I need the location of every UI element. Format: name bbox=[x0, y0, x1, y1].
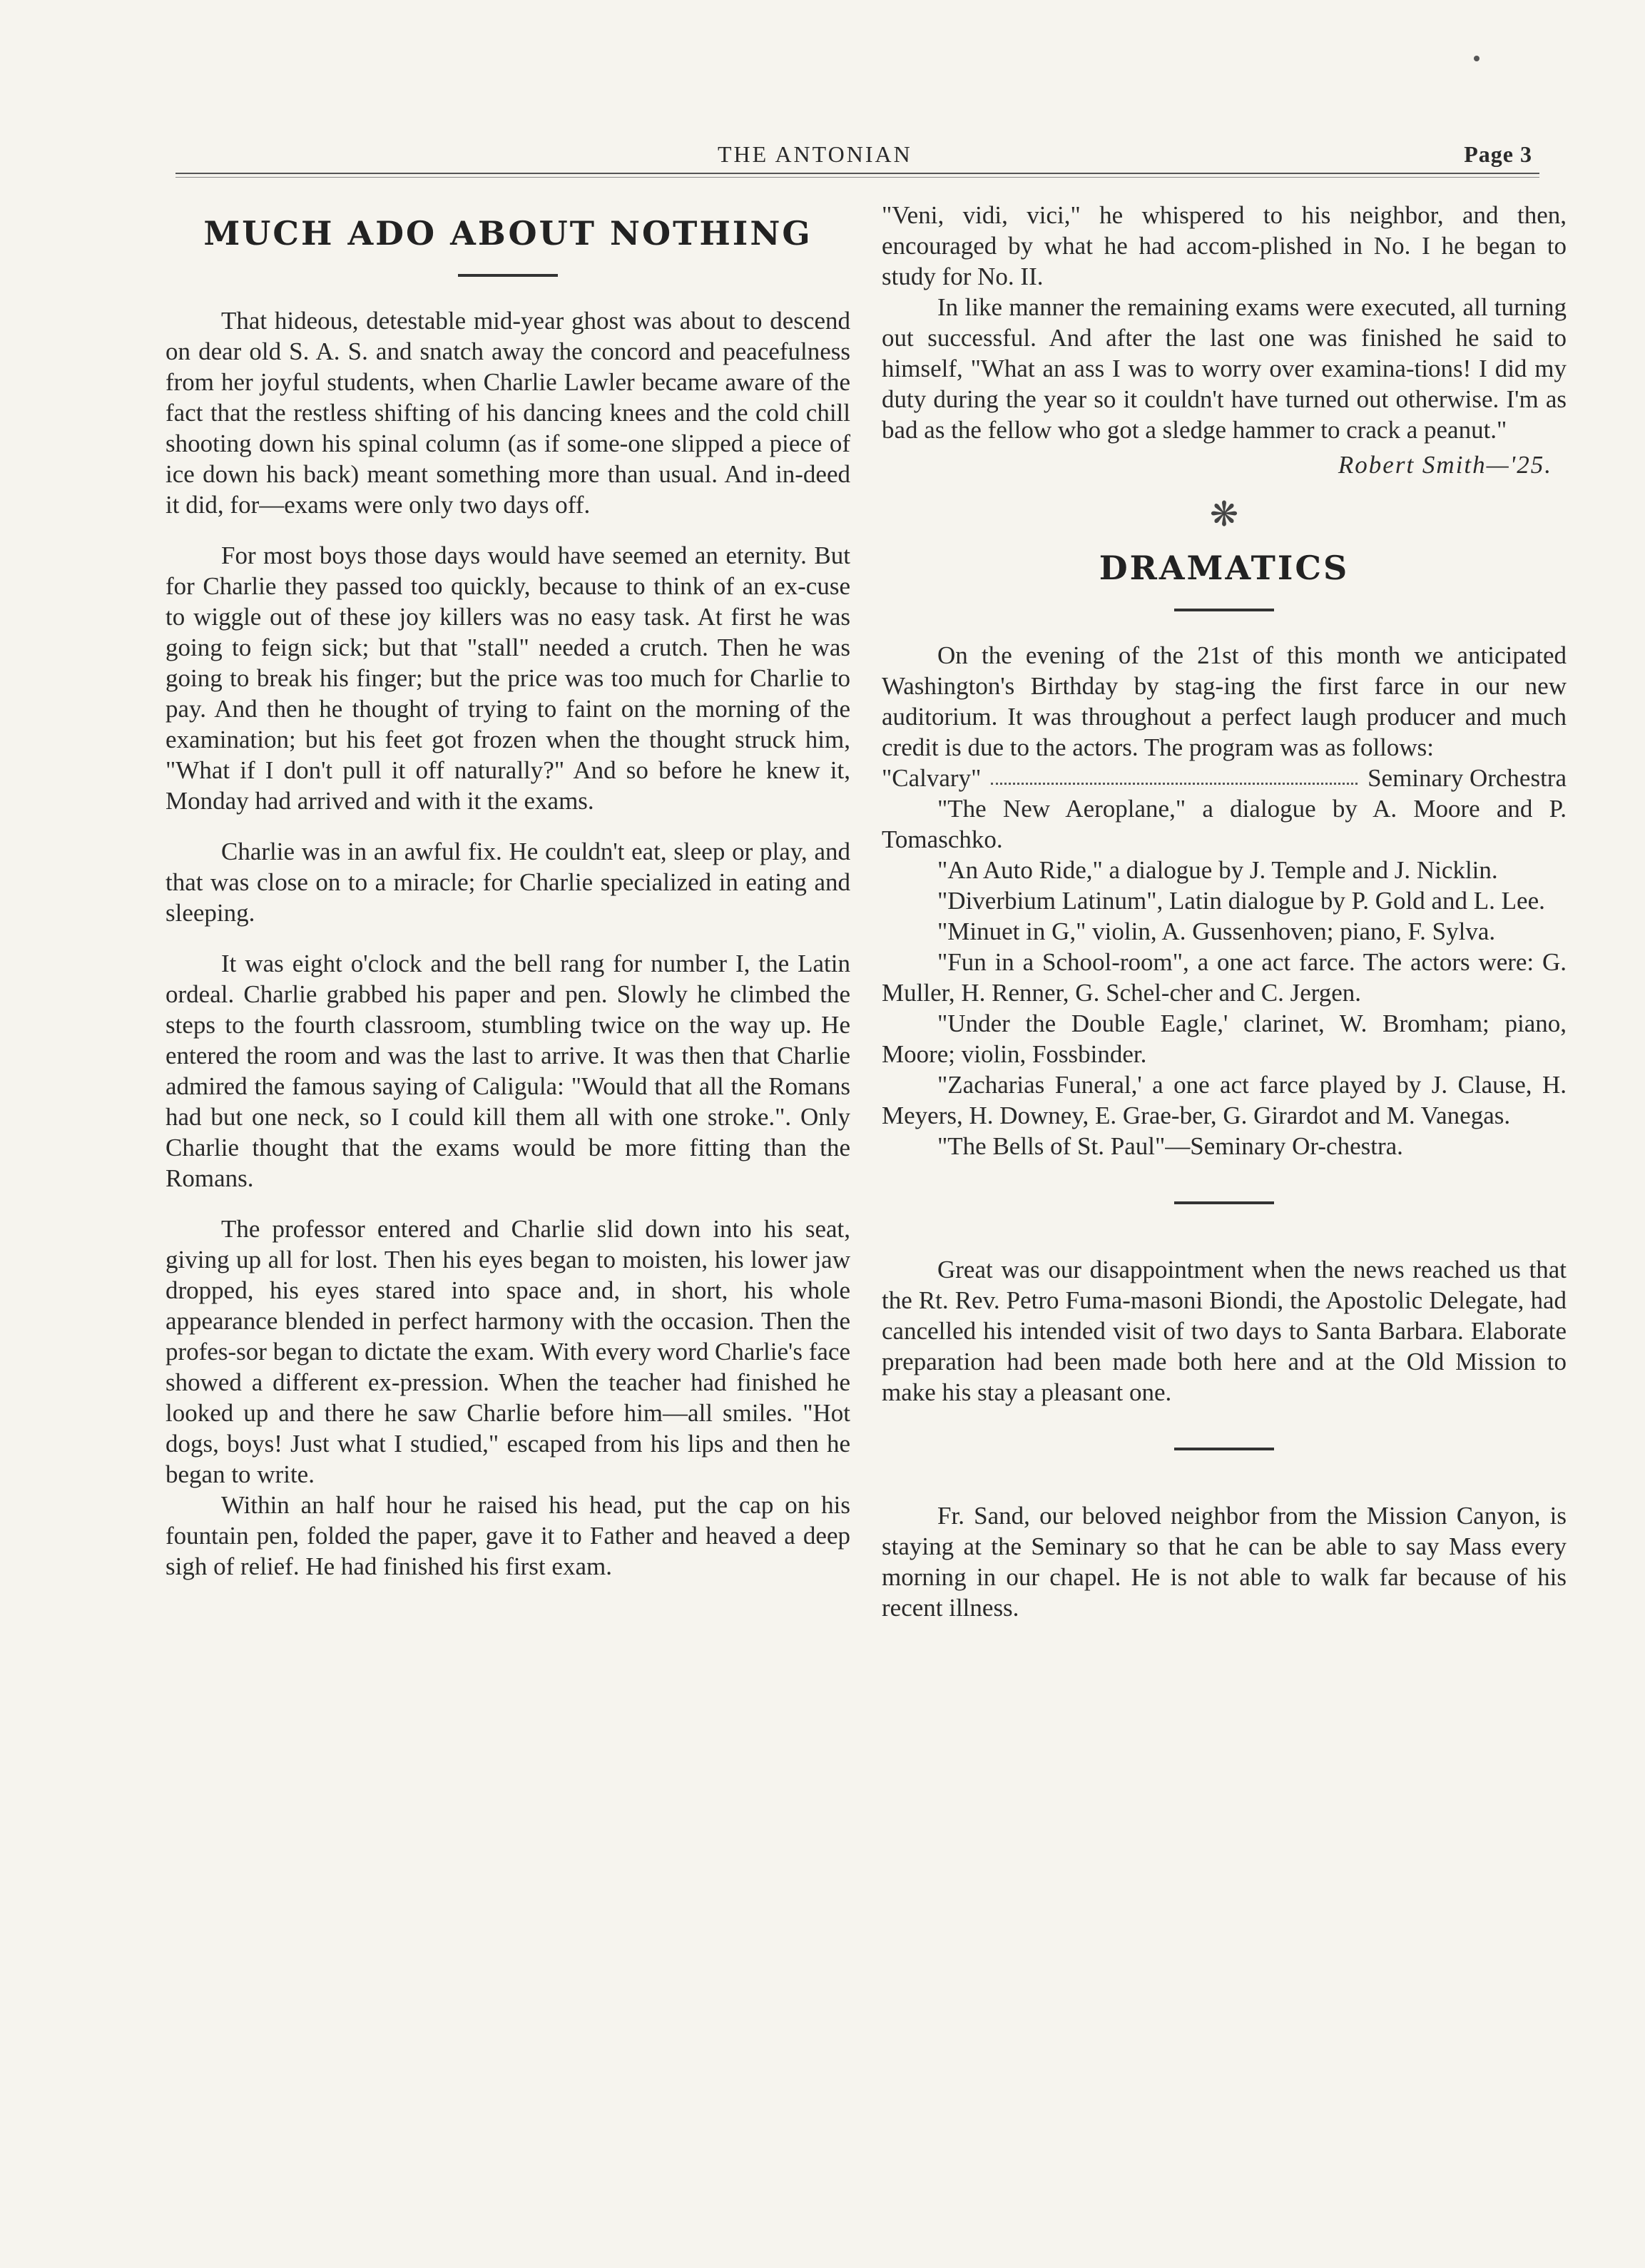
page-header bbox=[175, 140, 1539, 176]
article-paragraph: For most boys those days would have seemed an eternity. But for Charlie they passed too quickly, because to think of an ex-cuse to wiggle out of these joy killers was no easy task. At first he was going to feign sick; but that "stall" needed a crutch. Then he was going to break his finger; but the price was too much for Charlie to pay. And then he thought of trying to faint on the morning of the examination; but his feet got frozen when the thought struck him, "What if I don't pull it off naturally?" And so before he knew it, Monday had arrived and with it the exams. bbox=[165, 541, 850, 815]
article-paragraph: Within an half hour he raised his head, put the cap on his fountain pen, folded the paper, gave it to Father and heaved a deep sigh of relief. He had finished his first exam. bbox=[165, 1491, 850, 1580]
dot-leader bbox=[991, 763, 1358, 785]
ornament-icon: ❋ bbox=[1209, 496, 1239, 534]
program-item: "Zacharias Funeral,' a one act farce played by J. Clause, H. Meyers, H. Downey, E. Grae-ber, G. Girardot and M. Vanegas. bbox=[882, 1071, 1567, 1129]
section-heading: DRAMATICS bbox=[1099, 549, 1350, 587]
program-title: "Calvary" bbox=[882, 764, 982, 792]
article-paragraph: That hideous, detestable mid-year ghost was about to descend on dear old S. A. S. and snatch away the concord and peacefulness from her joyful students, when Charlie Lawler became aware of the fact that the restless shifting of his dancing knees and the cold chill shooting down his spinal column (as if some-one slipped a piece of ice down his back) meant something more than usual. And in-deed it did, for—exams were only two days off. bbox=[165, 307, 850, 519]
header-rule-thin bbox=[175, 177, 1539, 178]
program-item: "Under the Double Eagle,' clarinet, W. Bromham; piano, Moore; violin, Fossbinder. bbox=[882, 1010, 1567, 1068]
program-item: "The Bells of St. Paul"—Seminary Or-chestra. bbox=[937, 1132, 1403, 1160]
heading-rule bbox=[1174, 609, 1274, 611]
heading-rule bbox=[458, 274, 558, 277]
header-rule bbox=[175, 173, 1539, 174]
article-paragraph: The professor entered and Charlie slid down into his seat, giving up all for lost. Then his eyes began to moisten, his lower jaw dropped, his eyes stared into space and, in short, his whole appearance blended in perfect harmony with the occasion. Then the profes-sor began to dictate the exam. With every word Charlie's face showed a different ex-pression. When the teacher had finished he looked up and there he saw Charlie before him—all smiles. "Hot dogs, boys! Just what I studied," escaped from his lips and then he began to write. bbox=[165, 1215, 850, 1488]
program-item bbox=[882, 763, 1567, 793]
paper-title: THE ANTONIAN bbox=[718, 141, 912, 167]
program-item: "The New Aeroplane," a dialogue by A. Moore and P. Tomaschko. bbox=[882, 795, 1567, 853]
article-paragraph: Great was our disappointment when the news reached us that the Rt. Rev. Petro Fuma-masoni Biondi, the Apostolic Delegate, had cancelled his intended visit of two days to Santa Barbara. Elaborate preparation had been made both here and at the Old Mission to make his stay a pleasant one. bbox=[882, 1256, 1567, 1406]
program-item: "Fun in a School-room", a one act farce. The actors were: G. Muller, H. Renner, G. Schel-cher and C. Jergen. bbox=[882, 948, 1567, 1007]
section-divider bbox=[1174, 1448, 1274, 1450]
article-paragraph: Charlie was in an awful fix. He couldn't eat, sleep or play, and that was close on to a miracle; for Charlie specialized in eating and sleeping. bbox=[165, 838, 850, 927]
program-item: "Minuet in G," violin, A. Gussenhoven; piano, F. Sylva. bbox=[937, 917, 1496, 945]
ink-dot bbox=[1474, 56, 1480, 61]
article-paragraph: On the evening of the 21st of this month we anticipated Washington's Birthday by stag-ing the first farce in our new auditorium. It was throughout a perfect laugh producer and much credit is due to the actors. The program was as follows: bbox=[882, 641, 1567, 761]
left-column bbox=[165, 200, 850, 1602]
program-item: "Diverbium Latinum", Latin dialogue by P. Gold and L. Lee. bbox=[937, 887, 1545, 915]
right-column bbox=[882, 200, 1567, 1643]
article-heading: MUCH ADO ABOUT NOTHING bbox=[203, 214, 813, 253]
article-paragraph: "Veni, vidi, vici," he whispered to his neighbor, and then, encouraged by what he had accom-plished in No. I he began to study for No. II. bbox=[882, 201, 1567, 290]
page-number: Page 3 bbox=[1464, 141, 1532, 167]
article-paragraph: Fr. Sand, our beloved neighbor from the Mission Canyon, is staying at the Seminary so that he can be able to say Mass every morning in our chapel. He is not able to walk far because of his recent illness. bbox=[882, 1502, 1567, 1622]
program-item: "An Auto Ride," a dialogue by J. Temple and J. Nicklin. bbox=[937, 856, 1498, 884]
section-divider bbox=[1174, 1201, 1274, 1204]
article-paragraph: It was eight o'clock and the bell rang for number I, the Latin ordeal. Charlie grabbed his paper and pen. Slowly he climbed the steps to the fourth classroom, stumbling twice on the way up. He entered the room and was the last to arrive. It was then that Charlie admired the famous saying of Caligula: "Would that all the Romans had but one neck, so I could kill them all with one stroke.". Only Charlie thought that the exams would be more fitting than the Romans. bbox=[165, 950, 850, 1192]
byline: Robert Smith—'25. bbox=[1338, 451, 1552, 479]
article-paragraph: In like manner the remaining exams were executed, all turning out successful. And after the last one was finished he said to himself, "What an ass I was to worry over examina-tions! I did my duty during the year so it couldn't have turned out otherwise. I'm as bad as the fellow who got a sledge hammer to crack a peanut." bbox=[882, 293, 1567, 444]
program-performer: Seminary Orchestra bbox=[1368, 764, 1567, 792]
